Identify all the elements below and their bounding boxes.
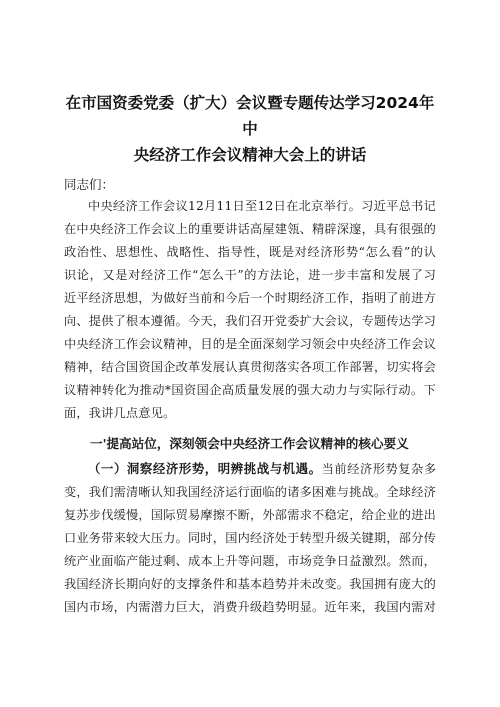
- section-heading: 一'提高站位，深刻领会中央经济工作会议精神的核心要义: [90, 436, 409, 451]
- paragraph-line: 议精神转化为推动*国资国企高质量发展的强大动力与实际行动。下: [64, 383, 436, 397]
- paragraph-line: 变，我们需清晰认知我国经济运行面临的诸多困难与挑战。全球经济: [64, 485, 436, 499]
- paragraph-line: 国内市场，内需潜力巨大，消费升级趋势明显。近年来，我国内需对: [64, 600, 436, 614]
- paragraph-line: 中央经济工作会议12月11日至12日在北京举行。习近平总书记: [88, 199, 436, 213]
- paragraph-line: 复苏步伐缓慢，国际贸易摩擦不断，外部需求不稳定，给企业的进出: [64, 508, 436, 522]
- title-line-2: 央经济工作会议精神大会上的讲话: [133, 146, 367, 164]
- paragraph-line: 向、提供了根本遵循。今天，我们召开党委扩大会议，专题传达学习: [64, 314, 436, 328]
- salutation: 同志们：: [64, 177, 115, 192]
- paragraph-line: 面，我讲几点意见。: [64, 406, 176, 420]
- paragraph-line: 近平经济思想，为做好当前和今后一个时期经济工作，指明了前进方: [64, 291, 436, 305]
- paragraph-line: 精神，结合国资国企改革发展认真贯彻落实各项工作部署，切实将会: [64, 360, 436, 374]
- paragraph-line: 我国经济长期向好的支撑条件和基本趋势并未改变。我国拥有庞大的: [64, 577, 436, 591]
- document-title: [60, 90, 440, 168]
- subsection-heading: （一）洞察经济形势，明辨挑战与机遇。: [88, 461, 322, 476]
- subsection-text: 当前经济形势复杂多: [321, 462, 436, 476]
- title-line-1: 在市国资委党委（扩大）会议暨专题传达学习2024年中: [65, 94, 435, 138]
- paragraph-line: 统产业面临产能过剩、成本上升等问题，市场竞争日益激烈。然而，: [64, 554, 436, 568]
- paragraph-line: 政治性、思想性、战略性、指导性，既是对经济形势“怎么看”的认: [64, 245, 436, 259]
- paragraph-line: 在中央经济工作会议上的重要讲话高屋建瓴、精辟深邃，具有很强的: [64, 222, 436, 236]
- paragraph-line: 中央经济工作会议精神，目的是全面深刻学习领会中央经济工作会议: [64, 337, 436, 351]
- paragraph-line: 识论，又是对经济工作“怎么干”的方法论，进一步丰富和发展了习: [64, 268, 436, 282]
- paragraph-line: 口业务带来较大压力。同时，国内经济处于转型升级关键期，部分传: [64, 531, 436, 545]
- subsection-first-line: [88, 460, 436, 478]
